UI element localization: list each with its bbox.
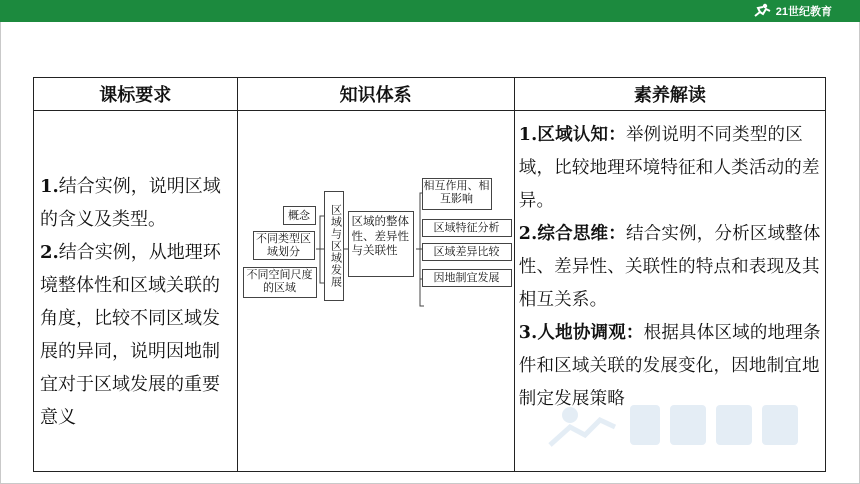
literacy-item-1 [519,119,821,218]
node-concept: 概念 [283,206,316,225]
node-integrity-difference: 区域的整体性、差异性与关联性 [348,211,414,277]
requirement-2 [40,236,231,434]
node-difference-comparison: 区域差异比较 [422,243,512,261]
literacy-3-title: 3.人地协调观： [518,323,644,343]
literacy-item-2 [519,218,821,317]
top-banner [0,0,860,22]
requirement-1: 1.结合实例，说明区域的含义及类型。 [40,176,221,230]
node-region-division: 不同类型区域划分 [253,231,315,260]
header-requirements: 课标要求 [34,78,238,111]
left-border [0,22,1,484]
requirement-1-text: 结合实例，说明区域的含义及类型。 [40,176,221,230]
node-local-development: 因地制宜发展 [422,269,512,287]
header-knowledge: 知识体系 [237,78,514,111]
header-literacy: 素养解读 [514,78,825,111]
runner-icon [752,3,772,19]
node-feature-analysis: 区域特征分析 [422,219,512,237]
requirement-2-number: 2. [40,242,59,263]
node-interaction: 相互作用、相互影响 [422,178,492,210]
literacy-1-title: 1.区域认知： [518,125,626,145]
brand-text: 21世纪教育 [775,6,832,18]
brand-logo [752,2,832,20]
requirements-cell [34,111,238,472]
literacy-3-text: 根据具体区域的地理条件和区域关联的发展变化，因地制宜地制定发展策略 [518,323,821,409]
requirement-2-text: 2.结合实例，从地理环境整体性和区域关联的角度，比较不同区域发展的异同，说明因地制宜对于区域发展的重要意义 [40,242,221,428]
knowledge-diagram-cell [237,111,514,472]
literacy-2-text: 结合实例，分析区域整体性、差异性、关联性的特点和表现及其相互关系。 [518,224,821,310]
table-header-row [34,78,826,111]
literacy-2-title: 2.综合思维： [518,224,626,244]
literacy-1-text: 举例说明不同类型的区域，比较地理环境特征和人类活动的差异。 [518,125,820,211]
node-spatial-scale: 不同空间尺度的区域 [243,267,317,298]
watermark-logo [540,395,840,455]
node-root-region-development: 区域与区域发展 [324,191,344,301]
